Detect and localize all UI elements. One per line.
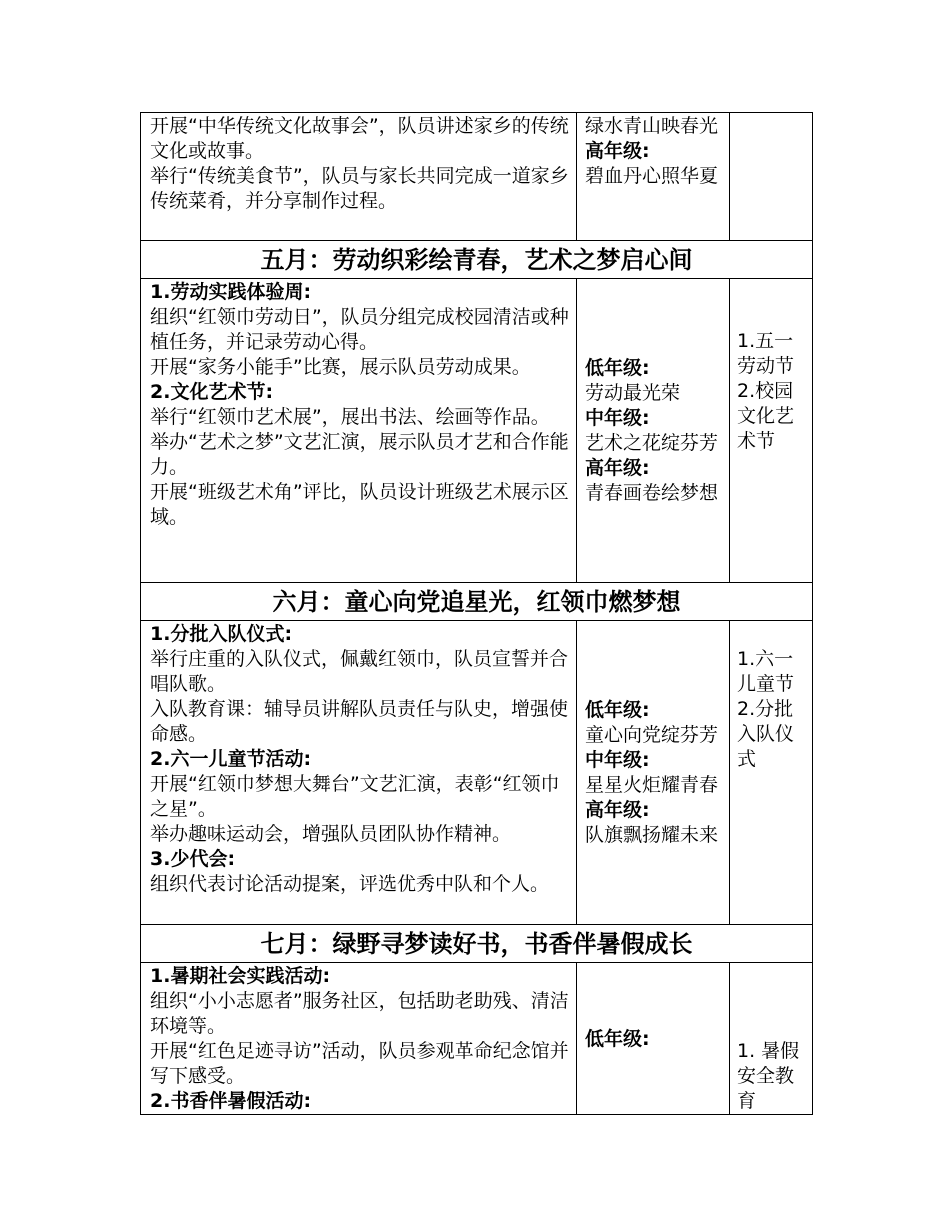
june-theme-cell (577, 621, 730, 925)
may-activities-cell (141, 279, 577, 583)
grade-label: 低年级: (585, 357, 650, 379)
activity-heading: 3.少代会: (150, 848, 236, 870)
month-header-july: 七月：绿野寻梦读好书，书香伴暑假成长 (141, 925, 813, 963)
theme-line: 艺术之花绽芬芳 (585, 432, 719, 454)
event-item: 1. 暑假安全教育 (737, 1040, 800, 1112)
june-events-cell (730, 621, 813, 925)
activity-line: 举行“传统美食节”，队员与家长共同完成一道家乡传统菜肴，并分享制作过程。 (150, 165, 569, 212)
theme-line: 青春画卷绘梦想 (585, 482, 719, 504)
activity-line: 组织代表讨论活动提案，评选优秀中队和个人。 (150, 873, 550, 895)
activity-heading: 1.分批入队仪式: (150, 623, 293, 645)
june-activities-cell (141, 621, 577, 925)
activity-heading: 2.书香伴暑假活动: (150, 1090, 312, 1112)
activity-line: 举行“红领巾艺术展”，展出书法、绘画等作品。 (150, 406, 550, 428)
theme-line: 星星火炬耀青春 (585, 774, 719, 796)
activity-line: 开展“红领巾梦想大舞台”文艺汇演，表彰“红领巾之星”。 (150, 773, 560, 820)
may-header-row (141, 241, 813, 279)
theme-line: 劳动最光荣 (585, 382, 681, 404)
june-content-row (141, 621, 813, 925)
activity-heading: 2.文化艺术节: (150, 381, 274, 403)
theme-line: 碧血丹心照华夏 (585, 165, 719, 187)
activity-line: 开展“中华传统文化故事会”，队员讲述家乡的传统文化或故事。 (150, 115, 569, 162)
july-events-cell (730, 963, 813, 1115)
activity-line: 举行庄重的入队仪式，佩戴红领巾，队员宣誓并合唱队歌。 (150, 648, 569, 695)
activity-heading: 1.劳动实践体验周: (150, 281, 312, 303)
grade-label: 低年级: (585, 1027, 650, 1050)
july-header-row (141, 925, 813, 963)
grade-label: 中年级: (585, 749, 650, 771)
activity-line: 入队教育课：辅导员讲解队员责任与队史，增强使命感。 (150, 698, 569, 745)
grade-label: 高年级: (585, 140, 650, 162)
event-item: 2.分批入队仪式 (737, 698, 795, 770)
grade-label: 高年级: (585, 457, 650, 479)
theme-line: 队旗飘扬耀未来 (585, 824, 719, 846)
july-content-row (141, 963, 813, 1115)
april-events-cell (730, 113, 813, 241)
event-item: 1.六一儿童节 (737, 648, 795, 695)
activity-line: 举办趣味运动会，增强队员团队协作精神。 (150, 823, 512, 845)
activity-line: 开展“班级艺术角”评比，队员设计班级艺术展示区域。 (150, 481, 569, 528)
activity-line: 开展“家务小能手”比赛，展示队员劳动成果。 (150, 356, 531, 378)
activity-line: 组织“红领巾劳动日”，队员分组完成校园清洁或种植任务，并记录劳动心得。 (150, 306, 569, 353)
april-theme-cell (577, 113, 730, 241)
july-theme-cell (577, 963, 730, 1115)
june-header-row (141, 583, 813, 621)
may-theme-cell (577, 279, 730, 583)
activity-line: 举办“艺术之梦”文艺汇演，展示队员才艺和合作能力。 (150, 431, 569, 478)
month-header-may: 五月：劳动织彩绘青春，艺术之梦启心间 (141, 241, 813, 279)
grade-label: 中年级: (585, 407, 650, 429)
activity-heading: 1.暑期社会实践活动: (150, 965, 331, 987)
event-item: 1.五一劳动节 (737, 330, 795, 377)
may-content-row (141, 279, 813, 583)
theme-line: 绿水青山映春光 (585, 115, 719, 137)
july-activities-cell (141, 963, 577, 1115)
activity-line: 组织“小小志愿者”服务社区，包括助老助残、清洁环境等。 (150, 990, 569, 1037)
event-item: 2.校园文化艺术节 (737, 380, 795, 452)
activity-line: 开展“红色足迹寻访”活动，队员参观革命纪念馆并写下感受。 (150, 1040, 569, 1087)
theme-line: 童心向党绽芬芳 (585, 724, 719, 746)
may-events-cell (730, 279, 813, 583)
activity-heading: 2.六一儿童节活动: (150, 748, 312, 770)
grade-label: 低年级: (585, 699, 650, 721)
plan-table (140, 112, 813, 1115)
april-continuation-row (141, 113, 813, 241)
april-activities-cell (141, 113, 577, 241)
grade-label: 高年级: (585, 799, 650, 821)
month-header-june: 六月：童心向党追星光，红领巾燃梦想 (141, 583, 813, 621)
